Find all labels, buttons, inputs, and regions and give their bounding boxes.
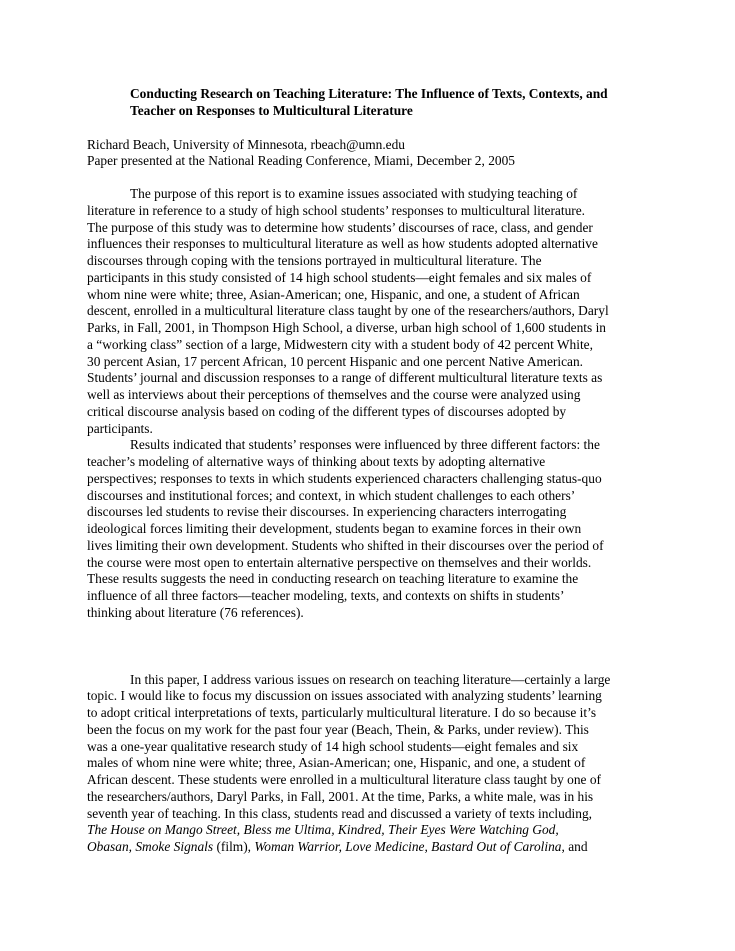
text-line: the course were most open to entertain alternative perspective on themselves and their worlds. xyxy=(87,554,592,570)
text-line: participants in this study consisted of 14 high school students—eight females and six males of xyxy=(87,269,592,285)
text-line: In this paper, I address various issues on research on teaching literature—certainly a large xyxy=(130,671,611,687)
paper-title xyxy=(130,86,662,120)
text-line: literature in reference to a study of high school students’ responses to multicultural literature. xyxy=(87,202,586,218)
text-line: males of whom nine were white; three, Asian-American; one, Hispanic, and one, a student of xyxy=(87,755,586,771)
book-titles: The House on Mango Street, Bless me Ultima, Kindred, Their Eyes Were Watching God, xyxy=(87,822,559,838)
text-line: 30 percent Asian, 17 percent African, 10 percent Hispanic and one percent Native American. xyxy=(87,353,584,369)
text-line xyxy=(87,839,662,856)
text-line: descent, enrolled in a multicultural literature class taught by one of the researchers/authors, Daryl xyxy=(87,303,609,319)
text-line: Parks, in Fall, 2001, in Thompson High School, a diverse, urban high school of 1,600 students in xyxy=(87,320,606,335)
text-line: influence of all three factors—teacher modeling, texts, and contexts on shifts in students’ xyxy=(87,588,565,603)
text-line: been the focus on my work for the past four year (Beach, Thein, & Parks, under review). This xyxy=(87,721,589,737)
book-titles: Obasan, Smoke Signals xyxy=(87,839,214,854)
text-line: topic. I would like to focus my discussion on issues associated with analyzing students’ learning xyxy=(87,688,602,704)
text-line: was a one-year qualitative research study of 14 high school students—eight females and six xyxy=(87,738,579,754)
text-line: discourses led students to revise their discourses. In experiencing characters interrogating xyxy=(87,504,567,520)
text-line: perspectives; responses to texts in which students experienced characters challenging status-quo xyxy=(87,470,602,486)
text-line: These results suggests the need in conducting research on teaching literature to examine the xyxy=(87,571,579,587)
text-line: African descent. These students were enrolled in a multicultural literature class taught by one of xyxy=(87,772,602,787)
document-page xyxy=(87,86,662,856)
text-line: discourses and institutional forces; and context, in which student challenges to each others’ xyxy=(87,487,576,503)
title-line: Teacher on Responses to Multicultural Literature xyxy=(130,102,413,118)
text-line: Students’ journal and discussion responses to a range of different multicultural literature texts as xyxy=(87,370,603,386)
text-line: influences their responses to multicultural literature as well as how students adopted alternative xyxy=(87,236,598,252)
book-titles: Woman Warrior, Love Medicine, Bastard Out of Carolina xyxy=(254,839,562,854)
text-line: a “working class” section of a large, Midwestern city with a student body of 42 percent White, xyxy=(87,336,593,352)
text-line: well as interviews about their perceptions of themselves and the course were analyzed using xyxy=(87,387,581,402)
text-line: whom nine were white; three, Asian-American; one, Hispanic, and one, a student of African xyxy=(87,286,580,302)
text-line: seventh year of teaching. In this class, students read and discussed a variety of texts including, xyxy=(87,805,592,821)
author-info xyxy=(87,137,662,171)
title-line: Conducting Research on Teaching Literature: The Influence of Texts, Contexts, and xyxy=(130,86,608,101)
text-line xyxy=(87,822,662,839)
author-line: Richard Beach, University of Minnesota, rbeach@umn.edu xyxy=(87,136,405,152)
text-fragment: , and xyxy=(561,839,588,854)
abstract-paragraph-1 xyxy=(87,186,662,437)
presentation-line: Paper presented at the National Reading Conference, Miami, December 2, 2005 xyxy=(87,153,515,169)
text-line: the researchers/authors, Daryl Parks, in Fall, 2001. At the time, Parks, a white male, was in his xyxy=(87,788,594,804)
text-line: The purpose of this report is to examine issues associated with studying teaching of xyxy=(130,186,578,201)
body-paragraph-1 xyxy=(87,672,662,856)
text-line: thinking about literature (76 references). xyxy=(87,604,304,620)
text-line: teacher’s modeling of alternative ways of thinking about texts by adopting alternative xyxy=(87,454,546,469)
text-line: participants. xyxy=(87,420,153,436)
text-line: discourses through coping with the tensions portrayed in multicultural literature. The xyxy=(87,253,542,268)
text-line: ideological forces limiting their development, students began to examine forces in their own xyxy=(87,521,582,536)
text-line: lives limiting their own development. Students who shifted in their discourses over the period of xyxy=(87,537,604,553)
text-line: to adopt critical interpretations of texts, particularly multicultural literature. I do so because it’s xyxy=(87,705,597,720)
text-line: The purpose of this study was to determine how students’ discourses of race, class, and gender xyxy=(87,219,593,235)
text-line: critical discourse analysis based on coding of the different types of discourses adopted by xyxy=(87,403,567,419)
text-line: Results indicated that students’ responses were influenced by three different factors: the xyxy=(130,437,600,453)
abstract-paragraph-2 xyxy=(87,437,662,621)
text-fragment: (film), xyxy=(213,839,255,854)
